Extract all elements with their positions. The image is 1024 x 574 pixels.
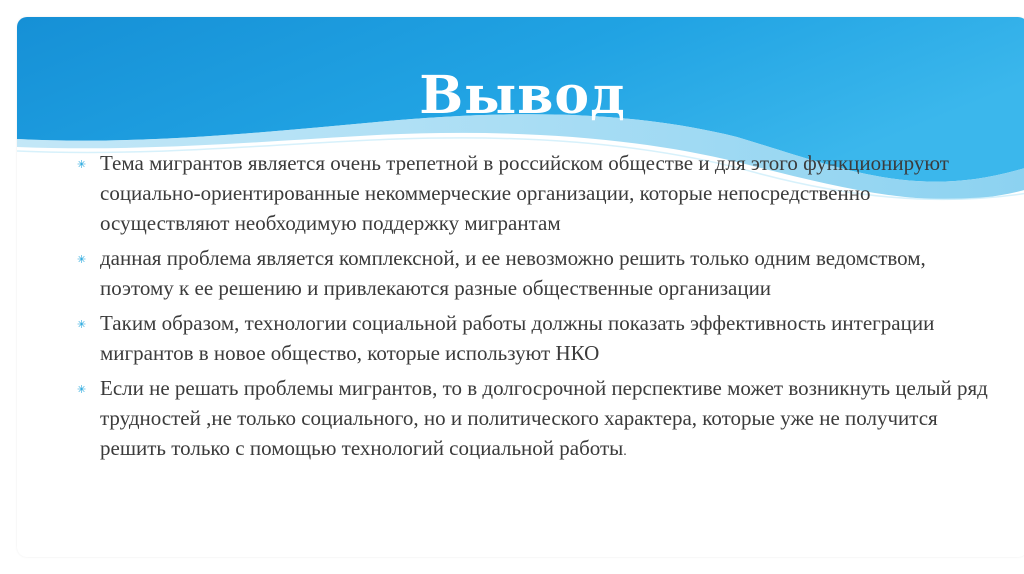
bullet-text: Таким образом, технологии социальной работы должны показать эффективность интеграции мигрантов в новое общество, которые используют НКО bbox=[100, 311, 935, 365]
bullet-item bbox=[77, 308, 1002, 368]
asterisk-bullet-icon: ✳ bbox=[77, 253, 87, 266]
bullet-text: Если не решать проблемы мигрантов, то в долгосрочной перспективе может возникнуть целый ряд трудностей ,не только социального, но и политического характера, которые уже не получится решить только с помощью технологий социальной работы bbox=[100, 376, 988, 460]
bullet-text: Тема мигрантов является очень трепетной в российском обществе и для этого функционируют социально-ориентированные некоммерческие организации, которые непосредственно осуществляют необходимую поддержку мигрантам bbox=[100, 151, 949, 235]
asterisk-bullet-icon: ✳ bbox=[77, 158, 87, 171]
bullet-list bbox=[77, 148, 1002, 472]
slide-title: Вывод bbox=[419, 65, 626, 126]
asterisk-bullet-icon: ✳ bbox=[77, 383, 87, 396]
bullet-tail-period: . bbox=[623, 444, 627, 459]
bullet-item bbox=[77, 373, 1002, 467]
asterisk-bullet-icon: ✳ bbox=[77, 318, 87, 331]
slide bbox=[17, 17, 1024, 557]
bullet-item bbox=[77, 148, 1002, 238]
bullet-item bbox=[77, 243, 1002, 303]
bullet-text: данная проблема является комплексной, и ее невозможно решить только одним ведомством, поэтому к ее решению и привлекаются разные общественные организации bbox=[100, 246, 926, 300]
